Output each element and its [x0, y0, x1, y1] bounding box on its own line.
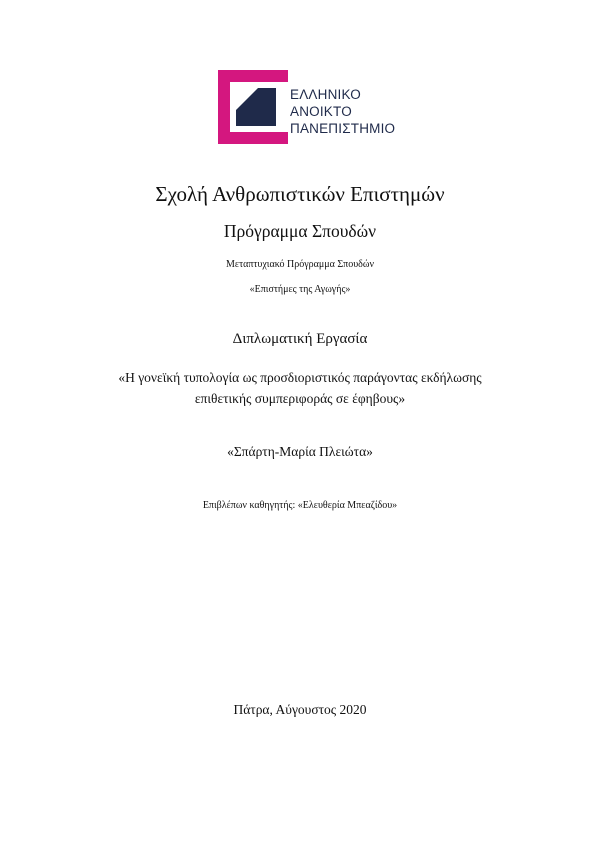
program-field: «Επιστήμες της Αγωγής»: [249, 284, 351, 295]
thesis-label: Διπλωματική Εργασία: [232, 331, 368, 347]
university-name-line1: ΕΛΛΗΝΙΚΟ: [290, 87, 361, 102]
author-name: «Σπάρτη-Μαρία Πλειώτα»: [227, 444, 373, 459]
university-name: [290, 86, 395, 137]
university-name-line3: ΠΑΝΕΠΙΣΤΗΜΙΟ: [290, 121, 396, 136]
thesis-title-line2: επιθετικής συμπεριφοράς σε έφηβους»: [194, 391, 406, 406]
msc-program: Μεταπτυχιακό Πρόγραμμα Σπουδών: [225, 259, 374, 270]
supervisor-line: Επιβλέπων καθηγητής: «Ελευθερία Μπεαζίδου»: [202, 500, 398, 511]
university-logo: [218, 70, 288, 144]
thesis-title-line1: «Η γονεϊκή τυπολογία ως προσδιοριστικός παράγοντας εκδήλωσης: [118, 370, 482, 385]
place-date: Πάτρα, Αύγουστος 2020: [233, 702, 367, 717]
program-heading: Πρόγραμμα Σπουδών: [223, 221, 377, 241]
school-name: Σχολή Ανθρωπιστικών Επιστημών: [155, 182, 445, 206]
university-name-line2: ΑΝΟΙΚΤΟ: [290, 104, 352, 119]
